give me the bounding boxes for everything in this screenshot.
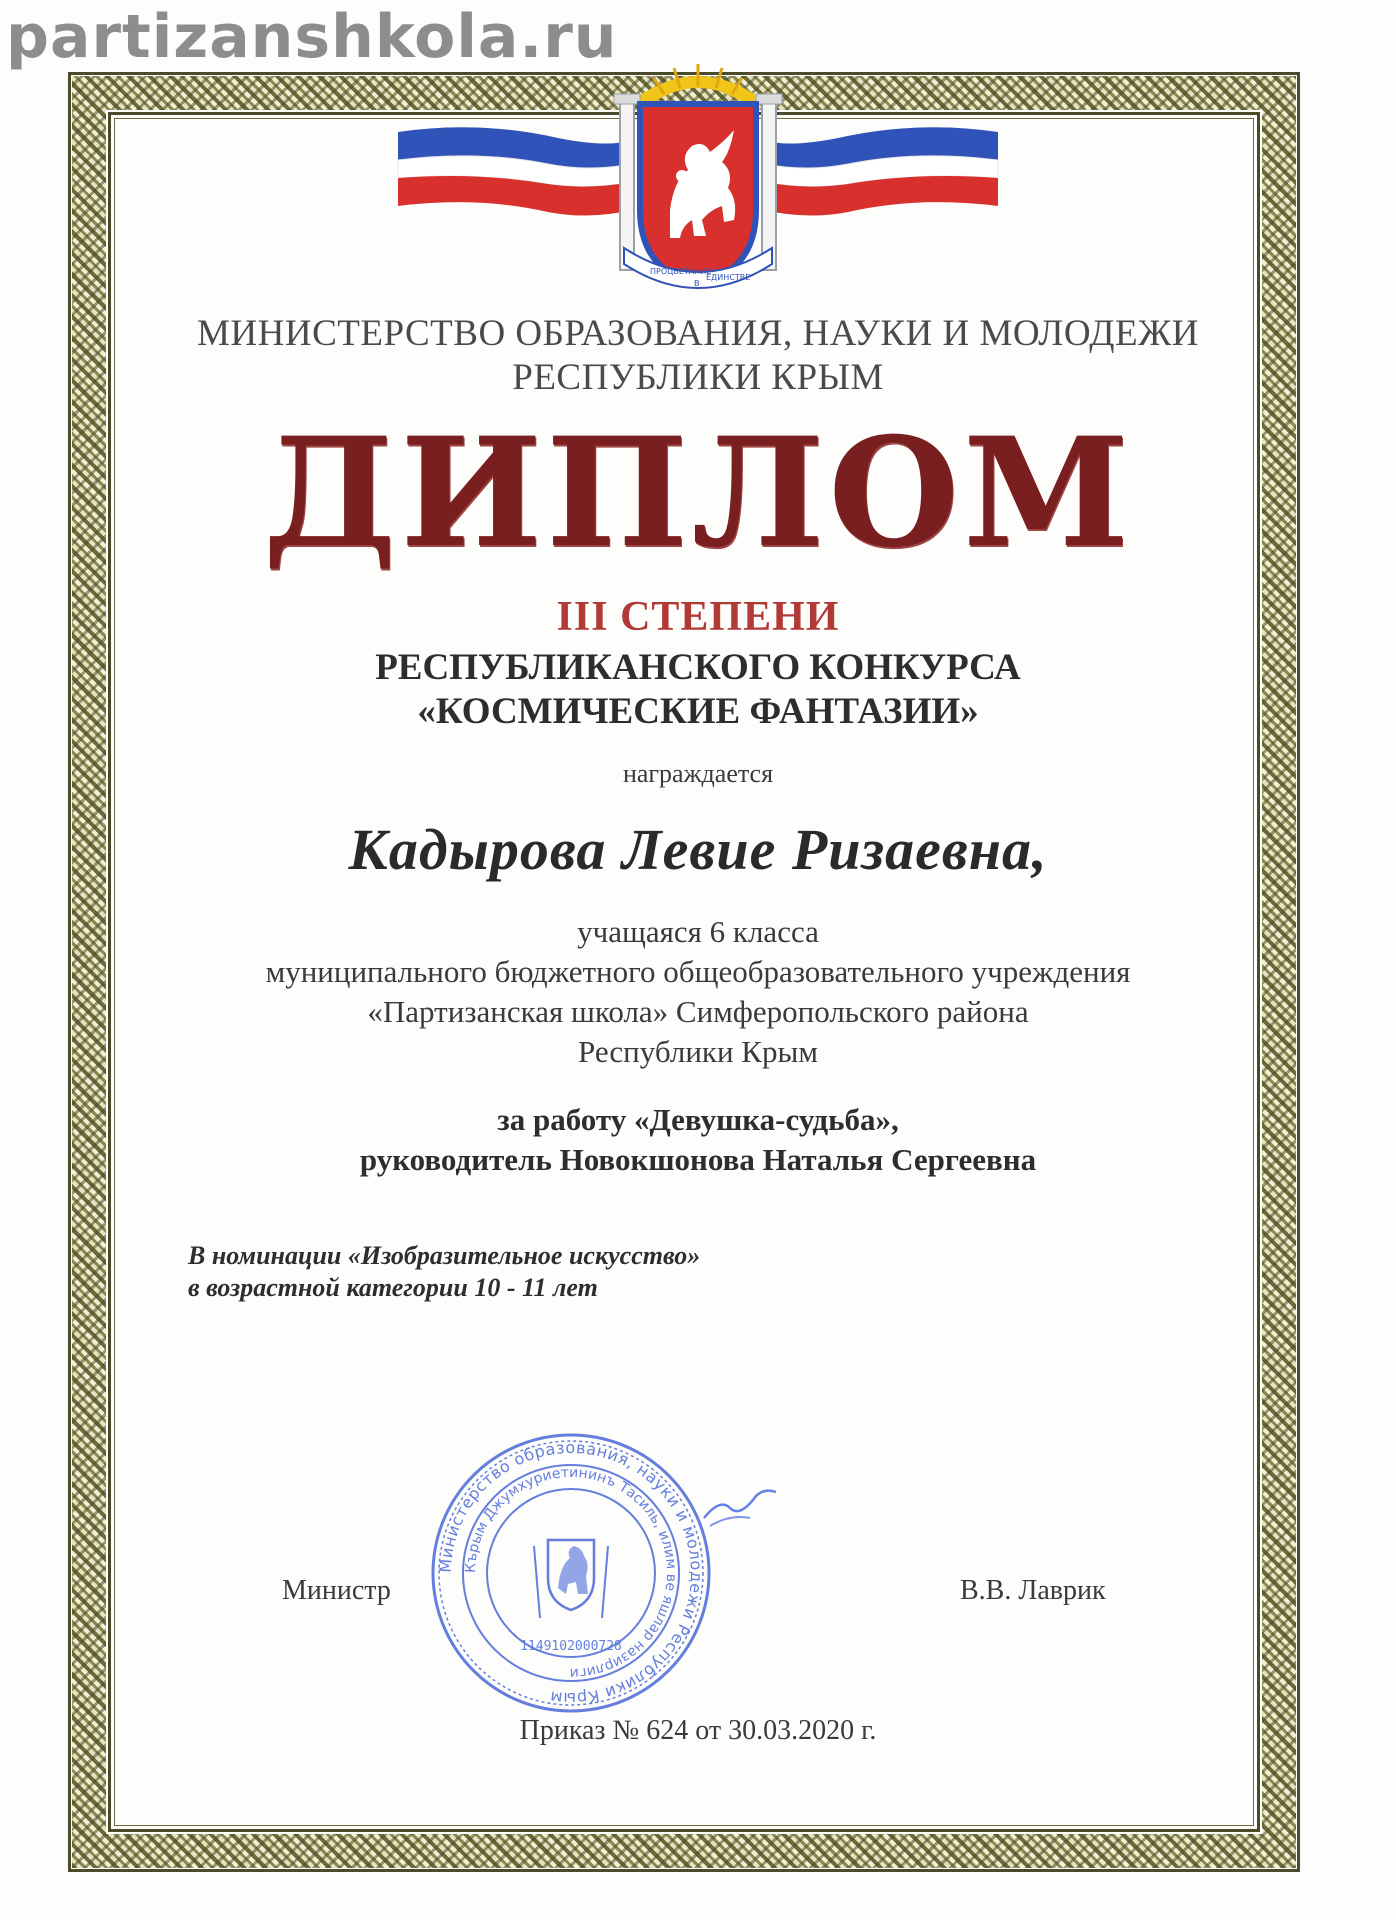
contest-line-2: «КОСМИЧЕСКИЕ ФАНТАЗИИ»	[417, 691, 979, 732]
minister-name: В.В. Лаврик	[960, 1575, 1106, 1606]
emblem-shield	[640, 104, 756, 286]
work-info	[0, 1100, 1396, 1180]
stamp-outer-text: Министерство образования, науки и молодежи Республики Крым	[435, 1437, 707, 1709]
contest-line-1: РЕСПУБЛИКАНСКОГО КОНКУРСА	[375, 647, 1021, 688]
student-info	[0, 912, 1396, 1072]
student-line-1: учащаяся 6 класса	[577, 914, 819, 949]
crimea-coat-of-arms	[388, 60, 1008, 300]
minister-title: Министр	[282, 1575, 391, 1606]
contest-name	[0, 646, 1396, 734]
motto-right: ЕДИНСТВЕ	[706, 273, 751, 282]
motto-left: ПРОЦВЕТАНИЕ	[650, 267, 712, 276]
student-line-2: муниципального бюджетного общеобразовательного учреждения	[265, 954, 1131, 989]
nomination-line-1: В номинации «Изобразительное искусство»	[188, 1241, 701, 1270]
ministry-heading	[0, 312, 1396, 400]
stamp-inner-text: Кърым Джумхуриетининъ Тасиль, илим ве яшлар назирлиги	[462, 1464, 680, 1682]
stamp-code: 1149102000728	[520, 1639, 622, 1654]
student-line-4: Республики Крым	[578, 1034, 818, 1069]
ministry-line-2: РЕСПУБЛИКИ КРЫМ	[512, 357, 884, 398]
recipient-name: Кадырова Левие Ризаевна,	[348, 817, 1048, 882]
work-line-1: за работу «Девушка-судьба»,	[497, 1102, 899, 1137]
handwritten-signature	[700, 1478, 780, 1538]
work-line-2: руководитель Новокшонова Наталья Сергеевна	[359, 1142, 1037, 1177]
diploma-title: ДИПЛОМ	[262, 405, 1134, 581]
student-line-3: «Партизанская школа» Симферопольского района	[367, 994, 1029, 1029]
flag-ribbon-right	[764, 127, 998, 215]
sun-rays	[636, 64, 760, 106]
diploma-degree: III СТЕПЕНИ	[556, 594, 840, 640]
awarded-label: награждается	[622, 759, 774, 788]
nomination-line-2: в возрастной категории 10 - 11 лет	[188, 1273, 598, 1302]
stamp-emblem	[534, 1540, 608, 1618]
ministry-line-1: МИНИСТЕРСТВО ОБРАЗОВАНИЯ, НАУКИ И МОЛОДЕЖИ	[197, 313, 1199, 354]
watermark: partizanshkola.ru	[6, 2, 618, 72]
motto-center: В	[694, 279, 700, 288]
nomination-info	[188, 1240, 700, 1304]
official-stamp	[426, 1428, 716, 1718]
flag-ribbon-left	[398, 127, 632, 215]
order-reference: Приказ № 624 от 30.03.2020 г.	[519, 1715, 877, 1746]
